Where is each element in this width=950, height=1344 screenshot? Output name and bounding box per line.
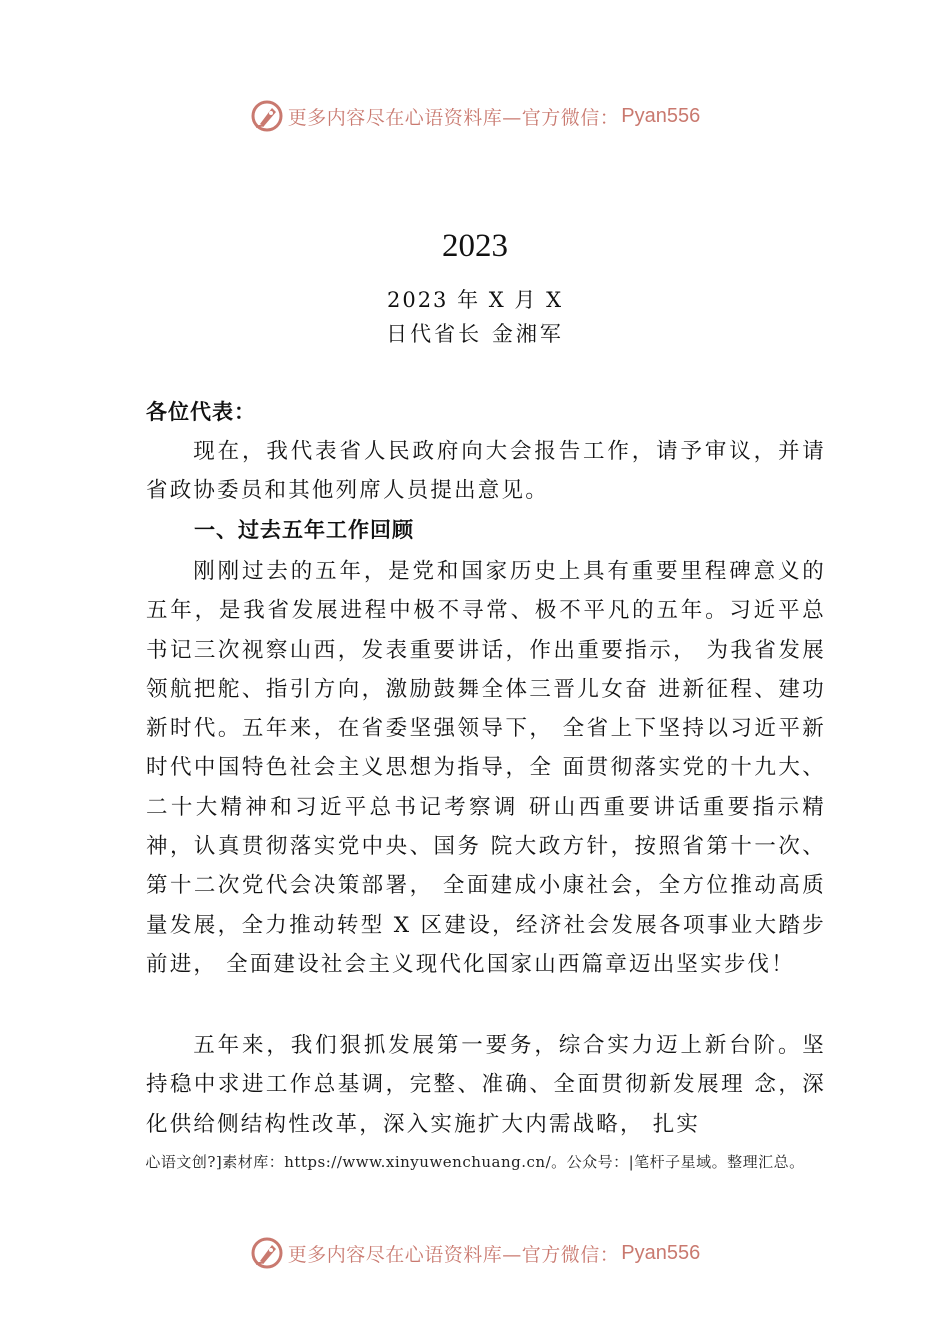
document-author: 日代省长 金湘军 [386,322,564,346]
banner-wechat-id: Pyan556 [621,104,701,127]
document-title: 2023 [442,228,508,264]
pen-nib-logo-icon [250,99,284,133]
salutation: 各位代表： [146,400,256,424]
footer-banner [0,1233,950,1273]
header-banner [0,96,950,136]
pen-nib-logo-icon [250,1236,284,1270]
section-heading: 一、过去五年工作回顾 [194,518,414,542]
banner-wechat-id: Pyan556 [621,1241,701,1264]
paragraph-intro: 现在，我代表省人民政府向大会报告工作，请予审议，并请省政协委员和其他列席人员提出意见。 [146,439,826,504]
banner-text: 更多内容尽在心语资料库—官方微信： [287,106,620,129]
banner-text: 更多内容尽在心语资料库—官方微信： [287,1243,620,1266]
footer-note: 心语文创?]素材库：https://www.xinyuwenchuang.cn/。公众号：|笔杆子星域。整理汇总。 [145,1153,805,1171]
document-date: 2023 年 X 月 X [386,288,564,312]
paragraph-five-years: 五年来，我们狠抓发展第一要务，综合实力迈上新台阶。坚持稳中求进工作总基调，完整、准确、全面贯彻新发展理 念，深化供给侧结构性改革，深入实施扩大内需战略， 扎实 [146,1033,826,1137]
paragraph-review: 刚刚过去的五年，是党和国家历史上具有重要里程碑意义的五年，是我省发展进程中极不寻常、极不平凡的五年。习近平总书记三次视察山西，发表重要讲话，作出重要指示， 为我省发展领航把舵、指引方向，激励鼓舞全体三晋儿女奋 进新征程、建功新时代。五年来，在省委坚强领导下， 全省上下坚持以习近平新时代中国特色社会主义思想为指导，全 面贯彻落实党的十九大、二十大精神和习近平总书记考察调 研山西重要讲话重要指示精神，认真贯彻落实党中央、国务 院大政方针，按照省第十一次、第十二次党代会决策部署， 全面建成小康社会，全方位推动高质量发展，全力推动转型 X 区建设，经济社会发展各项事业大踏步前进， 全面建设社会主义现代化国家山西篇章迈出坚实步伐！ [146,559,826,977]
